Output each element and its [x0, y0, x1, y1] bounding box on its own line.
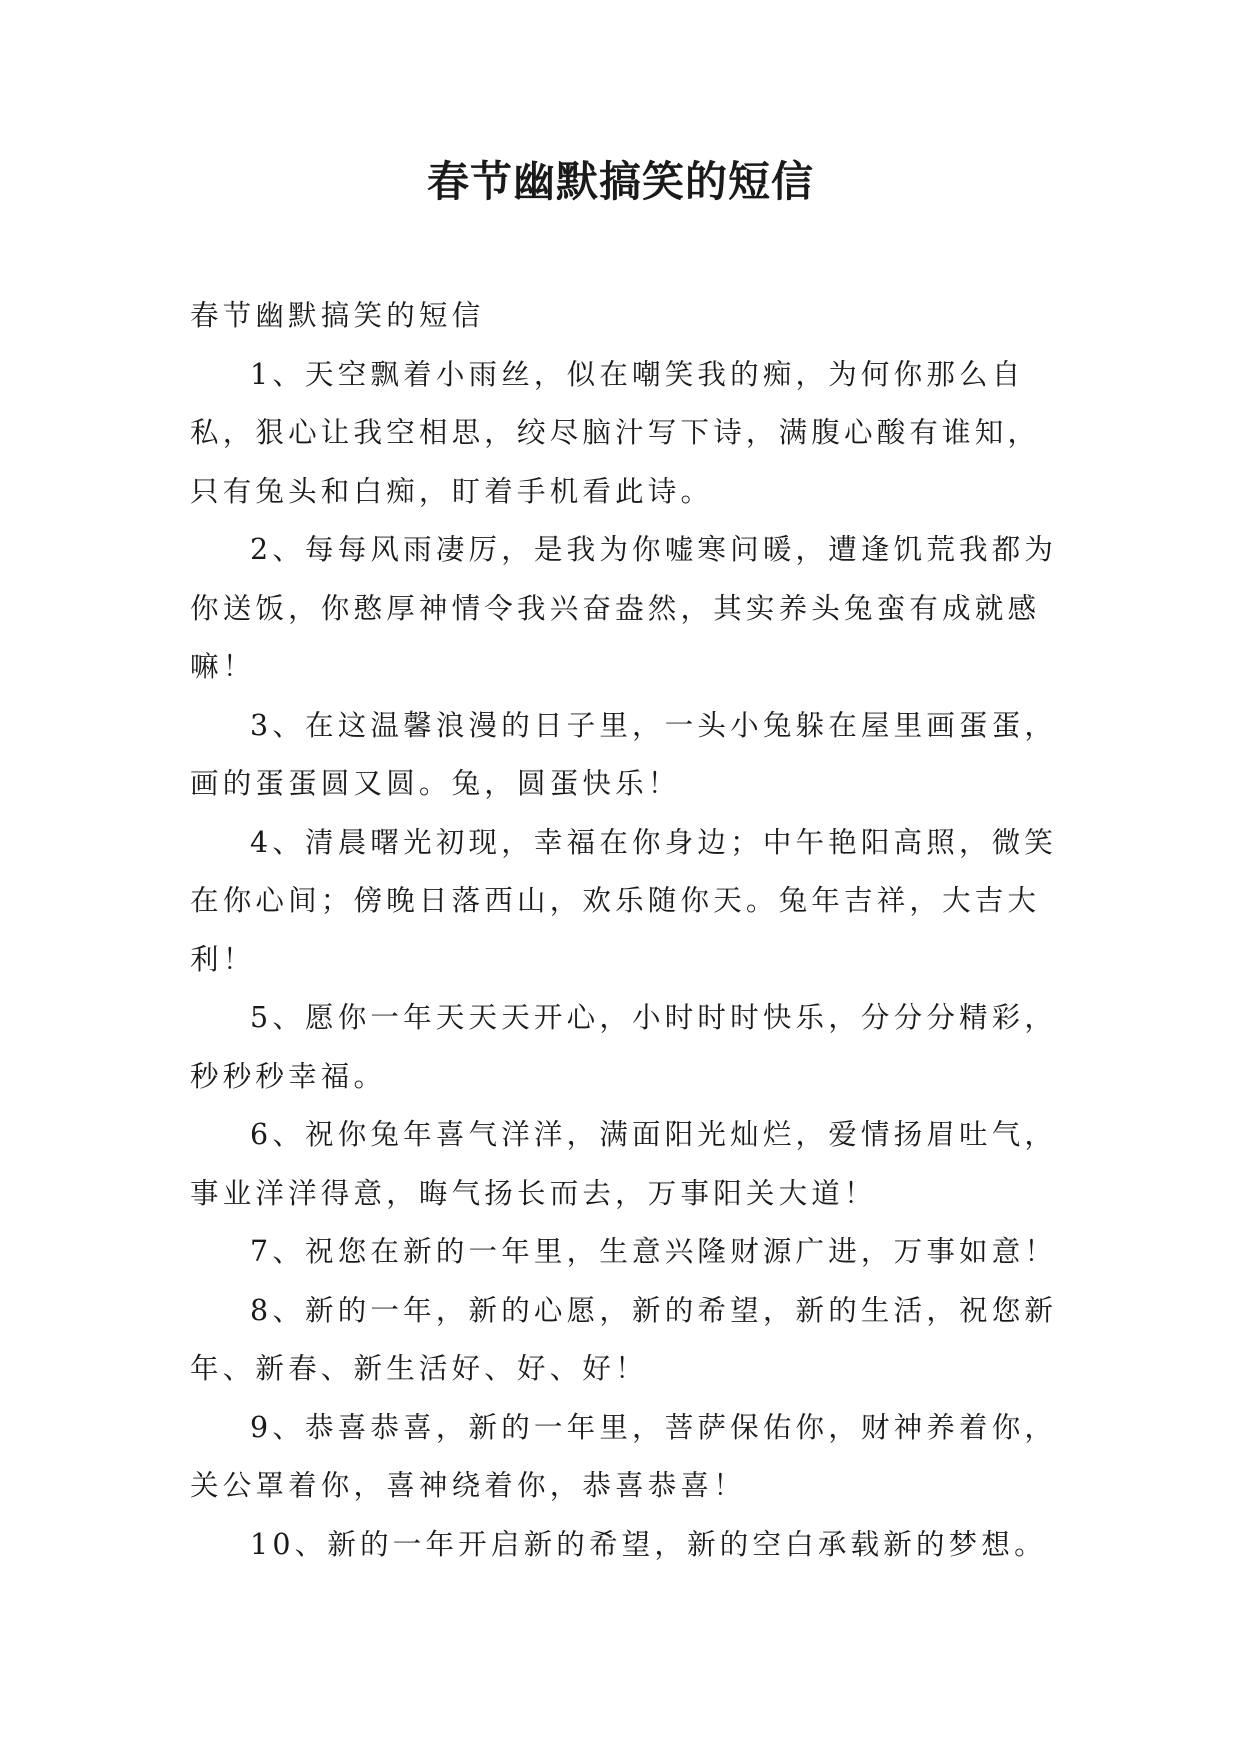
- paragraph-7: 7、祝您在新的一年里，生意兴隆财源广进，万事如意！: [250, 1235, 1058, 1268]
- paragraph-4: 4、清晨曙光初现，幸福在你身边；中午艳阳高照，微笑在你心间；傍晚日落西山，欢乐随你天。兔年吉祥，大吉大利！: [190, 825, 1058, 976]
- paragraph-9: 9、恭喜恭喜，新的一年里，菩萨保佑你，财神养着你，关公罩着你，喜神绕着你，恭喜恭喜！: [190, 1410, 1058, 1502]
- paragraph-2: 2、每每风雨凄厉，是我为你嘘寒问暖，遭逢饥荒我都为你送饭，你憨厚神情令我兴奋盎然，其实养头兔蛮有成就感嘛！: [190, 533, 1058, 683]
- document-subtitle: 春节幽默搞笑的短信: [190, 299, 485, 332]
- document-body: [190, 287, 1070, 1574]
- document-title: 春节幽默搞笑的短信: [426, 157, 814, 206]
- paragraph-6: 6、祝你兔年喜气洋洋，满面阳光灿烂，爱情扬眉吐气，事业洋洋得意，晦气扬长而去，万事阳关大道！: [190, 1118, 1058, 1210]
- paragraph-5: 5、愿你一年天天天开心，小时时时快乐，分分分精彩，秒秒秒幸福。: [190, 1001, 1058, 1093]
- paragraph-10: 10、新的一年开启新的希望，新的空白承载新的梦想。: [250, 1527, 1047, 1561]
- paragraph-8: 8、新的一年，新的心愿，新的希望，新的生活，祝您新年、新春、新生活好、好、好！: [190, 1293, 1058, 1385]
- paragraph-3: 3、在这温馨浪漫的日子里，一头小兔躲在屋里画蛋蛋，画的蛋蛋圆又圆。兔，圆蛋快乐！: [190, 708, 1058, 800]
- paragraph-1: 1、天空飘着小雨丝，似在嘲笑我的痴，为何你那么自私，狠心让我空相思，绞尽脑汁写下诗，满腹心酸有谁知，只有兔头和白痴，盯着手机看此诗。: [190, 357, 1041, 508]
